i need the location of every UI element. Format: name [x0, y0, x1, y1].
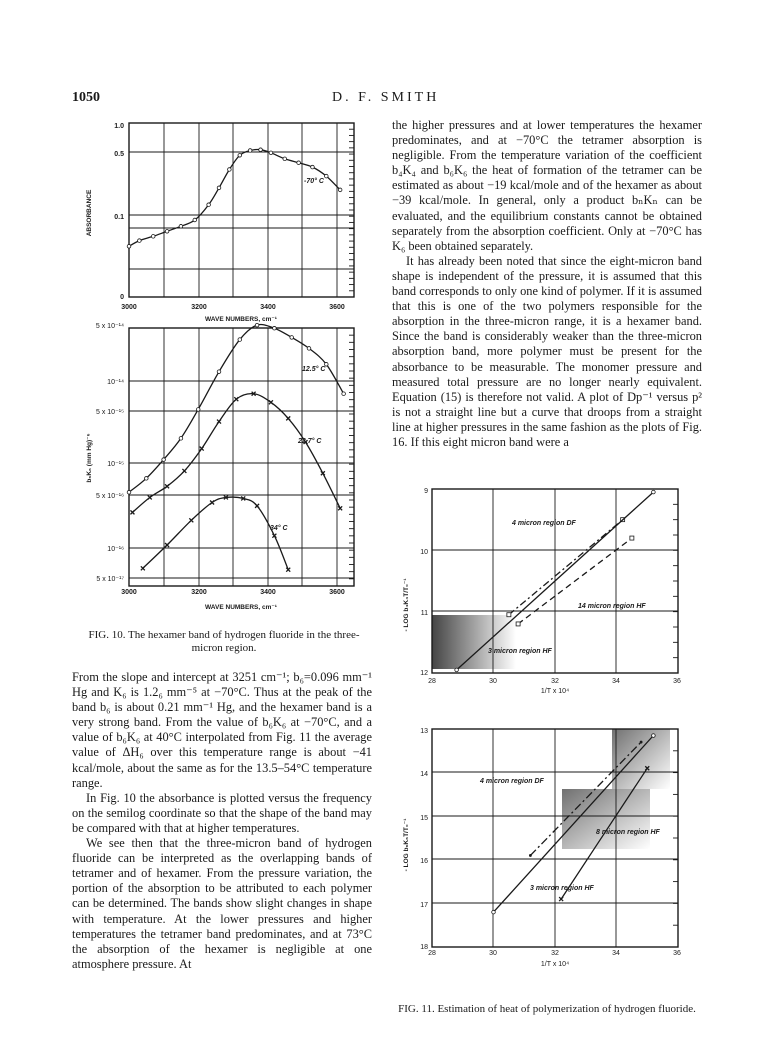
- data-point: [162, 458, 166, 462]
- y-tick: 5 x 10⁻¹⁶: [96, 493, 124, 500]
- data-point: [238, 338, 242, 342]
- data-point: [238, 153, 242, 157]
- page-number: 1050: [72, 90, 100, 105]
- y-tick: 0.5: [114, 151, 124, 158]
- paragraph: In Fig. 10 the absorbance is plotted versus the frequency on the semilog coordinate so that the shape of the band may be compared with that at higher temperatures.: [72, 790, 372, 835]
- data-point: [196, 408, 200, 412]
- shaded-region: [562, 789, 650, 849]
- y-tick: 15: [420, 815, 428, 822]
- x-tick: 34: [612, 678, 620, 685]
- data-point: [207, 203, 211, 207]
- right-column-text: [392, 118, 702, 450]
- y-tick: 10⁻¹⁴: [107, 379, 124, 386]
- y-tick: 1.0: [114, 123, 124, 130]
- data-point: [179, 224, 183, 228]
- data-point: [217, 420, 221, 424]
- series-label-14-micron-hf: 14 micron region HF: [578, 603, 646, 610]
- data-point: [630, 536, 634, 540]
- data-point: [283, 157, 287, 161]
- y-axis-label: ABSORBANCE: [86, 189, 93, 237]
- series-line: [129, 324, 344, 492]
- x-tick: 34: [612, 950, 620, 957]
- data-point: [210, 500, 214, 504]
- x-tick: 3000: [121, 589, 137, 596]
- x-tick: 30: [489, 950, 497, 957]
- x-axis-label: 1/T x 10⁴: [540, 961, 570, 968]
- fig11-bottom-chart: [400, 725, 700, 980]
- data-point: [492, 910, 496, 914]
- data-point: [311, 165, 315, 169]
- x-tick: 32: [551, 678, 559, 685]
- data-point: [127, 244, 131, 248]
- paragraph: We see then that the three-micron band of hydrogen fluoride can be interpreted as the overlapping bands of tetramer and of hexamer. From the pressure variation, the portion of the absorption to be attributed to each polymer can be determined. The bands show slight changes in shape with temperature. At the lower pressures and higher temperatures the tetramer band predominates, and at 73°C the absorption of the hexamer is negligible at one atmosphere pressure. At: [72, 836, 372, 971]
- x-tick: 36: [673, 678, 681, 685]
- x-axis-label: WAVE NUMBERS, cm⁻¹: [205, 604, 277, 611]
- shaded-region: [612, 729, 670, 789]
- series-label-22-7: 22.7° C: [298, 438, 322, 445]
- data-point: [130, 510, 134, 514]
- y-tick: 11: [420, 610, 428, 617]
- data-point: [652, 490, 656, 494]
- data-point: [255, 504, 259, 508]
- y-tick: 17: [420, 902, 428, 909]
- y-tick: 10: [420, 549, 428, 556]
- y-tick: 5 x 10⁻¹⁵: [96, 409, 124, 416]
- x-tick: 3200: [191, 589, 207, 596]
- data-point: [297, 161, 301, 165]
- data-point: [652, 734, 656, 738]
- series-label-minus70: -70° C: [304, 178, 324, 185]
- x-tick: 36: [673, 950, 681, 957]
- data-point: [338, 188, 342, 192]
- y-tick: 14: [420, 771, 428, 778]
- series-line: [129, 150, 340, 247]
- y-tick: 13: [420, 728, 428, 735]
- y-tick: 9: [424, 488, 428, 495]
- x-tick: 3600: [329, 304, 345, 311]
- series-line: [509, 520, 623, 615]
- x-tick: 3400: [260, 304, 276, 311]
- data-point: [325, 174, 329, 178]
- data-point: [179, 437, 183, 441]
- series-label-12-5: 12.5° C: [302, 366, 326, 373]
- left-column-text: [72, 670, 372, 972]
- y-tick: 10⁻¹⁵: [107, 461, 124, 468]
- fig11-top-chart: [400, 485, 700, 695]
- data-point: [255, 323, 259, 327]
- y-tick: 12: [420, 670, 428, 677]
- series-label-8-micron-hf: 8 micron region HF: [596, 829, 660, 836]
- series-line: [143, 497, 288, 570]
- y-tick: 18: [420, 944, 428, 951]
- data-point: [248, 149, 252, 153]
- data-point: [269, 151, 273, 155]
- y-tick: 5 x 10⁻¹⁷: [96, 576, 124, 583]
- data-point: [145, 477, 149, 481]
- data-point: [148, 495, 152, 499]
- fig10-caption: FIG. 10. The hexamer band of hydrogen fluoride in the three-micron region.: [88, 629, 360, 654]
- x-tick: 3000: [121, 304, 137, 311]
- data-point: [165, 484, 169, 488]
- y-tick: 5 x 10⁻¹⁴: [95, 323, 124, 330]
- series-label-3-micron-hf: 3 micron region HF: [488, 648, 552, 655]
- data-point: [193, 218, 197, 222]
- fig10-top-chart: [84, 118, 384, 328]
- data-point: [290, 336, 294, 340]
- data-point: [507, 613, 511, 617]
- data-point: [165, 543, 169, 547]
- data-point: [127, 490, 131, 494]
- data-point: [228, 168, 232, 172]
- plot-frame: [129, 123, 354, 297]
- x-axis-label: WAVE NUMBERS, cm⁻¹: [205, 316, 277, 323]
- shaded-region: [432, 615, 516, 669]
- data-point: [516, 622, 520, 626]
- x-axis-label: 1/T x 10⁴: [540, 688, 570, 695]
- y-tick: 10⁻¹⁶: [107, 546, 124, 553]
- data-point: [269, 400, 273, 404]
- series-label-3-micron-hf: 3 micron region HF: [530, 885, 594, 892]
- data-point: [307, 347, 311, 351]
- fig11-caption: FIG. 11. Estimation of heat of polymerization of hydrogen fluoride.: [398, 1003, 696, 1015]
- x-tick: 32: [551, 950, 559, 957]
- x-tick: 3400: [260, 589, 276, 596]
- data-point: [234, 397, 238, 401]
- series-label-4-micron-df: 4 micron region DF: [512, 520, 576, 527]
- data-point: [189, 518, 193, 522]
- series-label-4-micron-df: 4 micron region DF: [480, 778, 544, 785]
- data-point: [559, 897, 563, 901]
- fig10-bottom-chart: [84, 318, 384, 618]
- data-point: [138, 239, 142, 243]
- y-tick: 0.1: [114, 214, 124, 221]
- data-point: [217, 186, 221, 190]
- data-point: [286, 416, 290, 420]
- series-label-34: 34° C: [270, 525, 288, 532]
- x-tick: 30: [489, 678, 497, 685]
- y-axis-label: b₆K₆ (mm Hg)⁻⁶: [86, 433, 93, 483]
- data-point: [325, 362, 329, 366]
- y-tick: 0: [120, 294, 124, 301]
- x-tick: 3600: [329, 589, 345, 596]
- x-tick: 28: [428, 678, 436, 685]
- x-tick: 3200: [191, 304, 207, 311]
- data-point: [217, 370, 221, 374]
- x-tick: 28: [428, 950, 436, 957]
- data-point: [529, 854, 532, 857]
- data-point: [259, 148, 263, 152]
- data-point: [273, 326, 277, 330]
- data-point: [640, 741, 643, 744]
- data-point: [455, 668, 459, 672]
- data-point: [151, 235, 155, 239]
- running-head: D. F. SMITH: [332, 90, 440, 105]
- data-point: [182, 469, 186, 473]
- data-point: [141, 566, 145, 570]
- y-tick: 16: [420, 858, 428, 865]
- paragraph: the higher pressures and at lower temperatures the hexamer predominates, and at −70°C the tetramer absorption is negligible. From the temperature variation of the coefficient b₄K₄ and b₆K₆ the heat of formation of the tetramer can be estimated as about −19 kcal/mole and of the hexamer as about −39 kcal/mole. In general, only a product bₙKₙ can be evaluated, and the equilibrium constants cannot be obtained separately from the absorption coefficient. Only at −70°C has K₆ been obtained separately.: [392, 118, 702, 253]
- y-axis-label: - LOG b₆K₆T/T₀⁻¹: [403, 818, 410, 872]
- paragraph: It has already been noted that since the eight-micron band shape is independent of the pressure, it is assumed that this band corresponds to only one kind of polymer. If it is assumed that this is one of the two polymers responsible for the absorption in the three-micron range, it is a hexamer band. Since the band is considerably weaker than the three-micron absorption band, more polymer must be present for the absorbance to be measurable. The monomer pressure and measured total pressure are no longer nearly equivalent. Equation (15) is therefore not valid. A plot of Dp⁻¹ versus p² is not a straight line but a curve that droops from a straight line at higher pressures in the same fashion as the plots of Fig. 16. If this eight micron band were a: [392, 253, 702, 449]
- data-point: [165, 229, 169, 233]
- data-point: [200, 447, 204, 451]
- data-point: [342, 392, 346, 396]
- paragraph: From the slope and intercept at 3251 cm⁻¹; b₆=0.096 mm⁻¹ Hg and K₆ is 1.2₆ mm⁻⁵ at −70°C. Thus at the peak of the band b₆ is about 0.21 mm⁻¹ Hg, and the hexamer band is a very strong band. From the value of b₆K₆ at −70°C, and a value of b₆K₆ at 40°C interpolated from Fig. 11 the average value of ΔH₆ over this temperature range is about −41 kcal/mole, about the same as for the 13.5–54°C temperature range.: [72, 670, 372, 790]
- y-axis-label: - LOG b₄K₄T/T₀⁻¹: [403, 578, 410, 632]
